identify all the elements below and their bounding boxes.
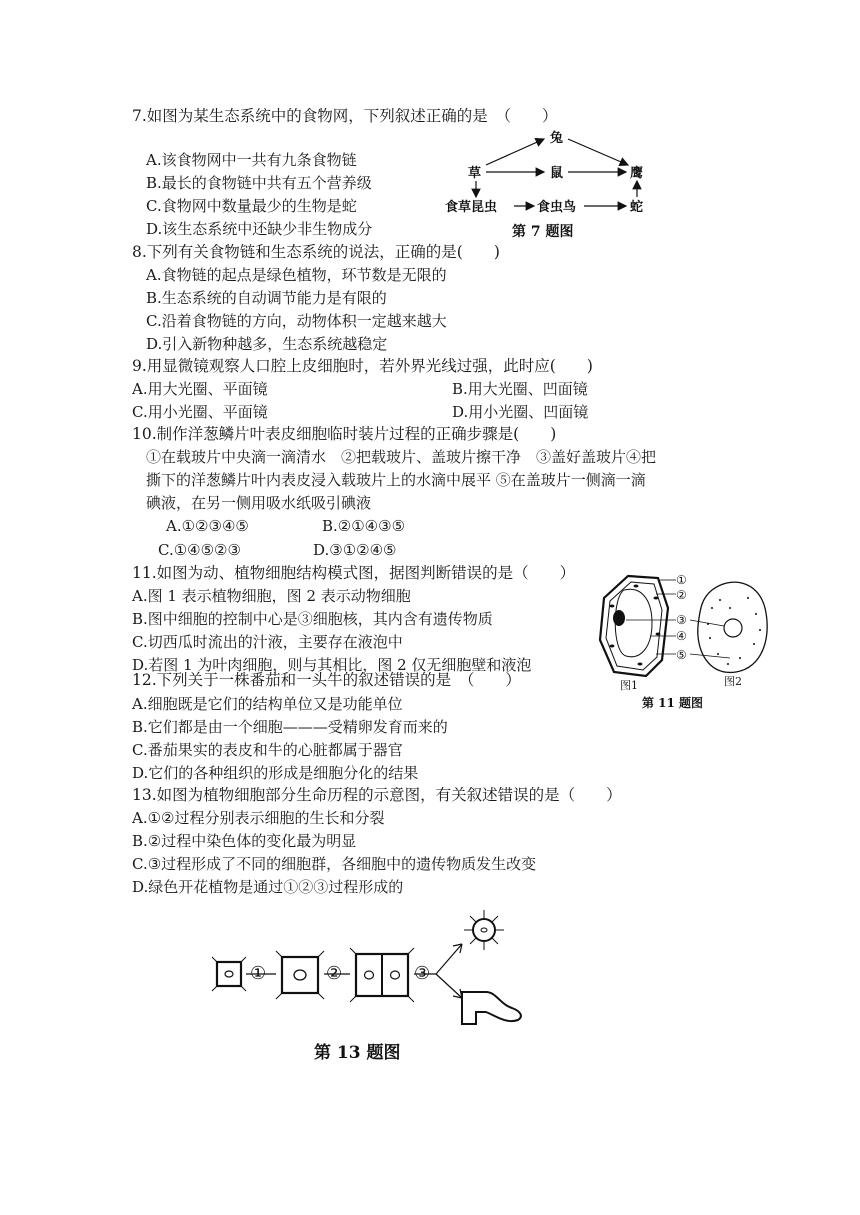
food-web-snake: 蛇 [630, 200, 644, 215]
specialized-cell-1-figure [464, 910, 504, 950]
q7-option-b: B.最长的食物链中共有五个营养级 [146, 174, 372, 192]
figure-2-label: 图2 [724, 675, 742, 688]
food-web-diagram [440, 125, 660, 240]
process-label-3: ③ [414, 963, 431, 984]
q7-option-d: D.该生态系统中还缺少非生物成分 [146, 220, 373, 238]
q7-option-c: C.食物网中数量最少的生物是蛇 [146, 197, 357, 215]
q12-option-d: D.它们的各种组织的形成是细胞分化的结果 [132, 764, 419, 782]
cell-label-4: ④ [676, 629, 687, 643]
q7-option-a: A.该食物网中一共有九条食物链 [146, 151, 357, 169]
food-web-bird: 食虫鸟 [537, 200, 577, 215]
q10-step-line-1: ①在载玻片中央滴一滴清水 ②把载玻片、盖玻片擦干净 ③盖好盖玻片④把 [146, 448, 657, 466]
process-label-2: ② [326, 963, 343, 984]
q10-option-c: C.①④⑤②③ [158, 541, 241, 559]
q10-option-d: D.③①②④⑤ [313, 541, 397, 559]
q9-option-d: D.用小光圈、凹面镜 [452, 403, 589, 421]
q10-stem: 10.制作洋葱鳞片叶表皮细胞临时装片过程的正确步骤是( ) [132, 425, 557, 443]
q13-option-c: C.③过程形成了不同的细胞群，各细胞中的遗传物质发生改变 [132, 855, 537, 873]
q7-stem: 7.如图为某生态系统中的食物网，下列叙述正确的是 （ ） [132, 107, 558, 125]
q11-option-d: D.若图 1 为叶肉细胞，则与其相比，图 2 仅无细胞壁和液泡 [132, 656, 532, 674]
q11-option-b: B.图中细胞的控制中心是③细胞核，其内含有遗传物质 [132, 610, 493, 628]
food-web-hawk: 鹰 [630, 166, 644, 181]
q10-option-a: A.①②③④⑤ [166, 517, 249, 535]
plant-cell-figure [600, 576, 668, 676]
cell-life-history-diagram [200, 900, 540, 1070]
figure-1-label: 图1 [620, 679, 638, 692]
food-web-rabbit: 兔 [550, 131, 564, 146]
q11-figure-caption: 第 11 题图 [642, 696, 704, 710]
q10-step-line-2: 撕下的洋葱鳞片叶内表皮浸入载玻片上的水滴中展平 ⑤在盖玻片一侧滴一滴 [146, 471, 646, 489]
q10-option-b: B.②①④③⑤ [322, 517, 406, 535]
animal-cell-figure [698, 582, 767, 672]
q9-option-b: B.用大光圈、凹面镜 [452, 380, 588, 398]
q13-option-a: A.①②过程分别表示细胞的生长和分裂 [132, 809, 385, 827]
q12-option-c: C.番茄果实的表皮和牛的心脏都属于器官 [132, 741, 403, 759]
small-cell-figure [212, 957, 246, 991]
food-web-grass: 草 [468, 166, 482, 181]
q10-step-line-3: 碘液，在另一侧用吸水纸吸引碘液 [146, 494, 372, 512]
cell-label-2: ② [676, 588, 687, 602]
q9-option-a: A.用大光圈、平面镜 [132, 380, 268, 398]
process-label-1: ① [250, 963, 267, 984]
q12-option-b: B.它们都是由一个细胞———受精卵发育而来的 [132, 718, 448, 736]
q13-option-d: D.绿色开花植物是通过①②③过程形成的 [132, 878, 404, 896]
cell-structure-diagram [590, 568, 780, 713]
food-web-caption: 第 7 题图 [512, 224, 574, 240]
divided-cell-figure [350, 948, 414, 1002]
nucleus-icon [613, 610, 625, 626]
grown-cell-figure [276, 951, 324, 999]
q12-stem: 12.下列关于一株番茄和一头牛的叙述错误的是 （ ） [132, 671, 521, 689]
q8-option-c: C.沿着食物链的方向，动物体积一定越来越大 [146, 312, 447, 330]
food-web-mouse: 鼠 [550, 166, 564, 181]
q11-option-c: C.切西瓜时流出的汁液，主要存在液泡中 [132, 633, 403, 651]
q13-stem: 13.如图为植物细胞部分生命历程的示意图，有关叙述错误的是（ ） [132, 786, 622, 804]
cell-label-5: ⑤ [676, 648, 687, 662]
q11-option-a: A.图 1 表示植物细胞，图 2 表示动物细胞 [132, 587, 411, 605]
q9-option-c: C.用小光圈、平面镜 [132, 403, 268, 421]
food-web-insect: 食草昆虫 [445, 200, 498, 215]
q8-option-b: B.生态系统的自动调节能力是有限的 [146, 289, 387, 307]
specialized-cell-2-figure [462, 992, 521, 1024]
q13-option-b: B.②过程中染色体的变化最为明显 [132, 832, 357, 850]
cell-label-1: ① [676, 573, 687, 587]
cell-label-3: ③ [676, 613, 687, 627]
q12-option-a: A.细胞既是它们的结构单位又是功能单位 [132, 695, 403, 713]
q11-stem: 11.如图为动、植物细胞结构模式图，据图判断错误的是（ ） [132, 564, 576, 582]
q9-stem: 9.用显微镜观察人口腔上皮细胞时，若外界光线过强，此时应( ) [132, 357, 593, 375]
q8-option-a: A.食物链的起点是绿色植物，环节数是无限的 [146, 266, 447, 284]
q8-stem: 8.下列有关食物链和生态系统的说法，正确的是( ) [132, 243, 500, 261]
q13-figure-caption: 第 13 题图 [314, 1043, 401, 1063]
q8-option-d: D.引入新物种越多，生态系统越稳定 [146, 335, 388, 353]
